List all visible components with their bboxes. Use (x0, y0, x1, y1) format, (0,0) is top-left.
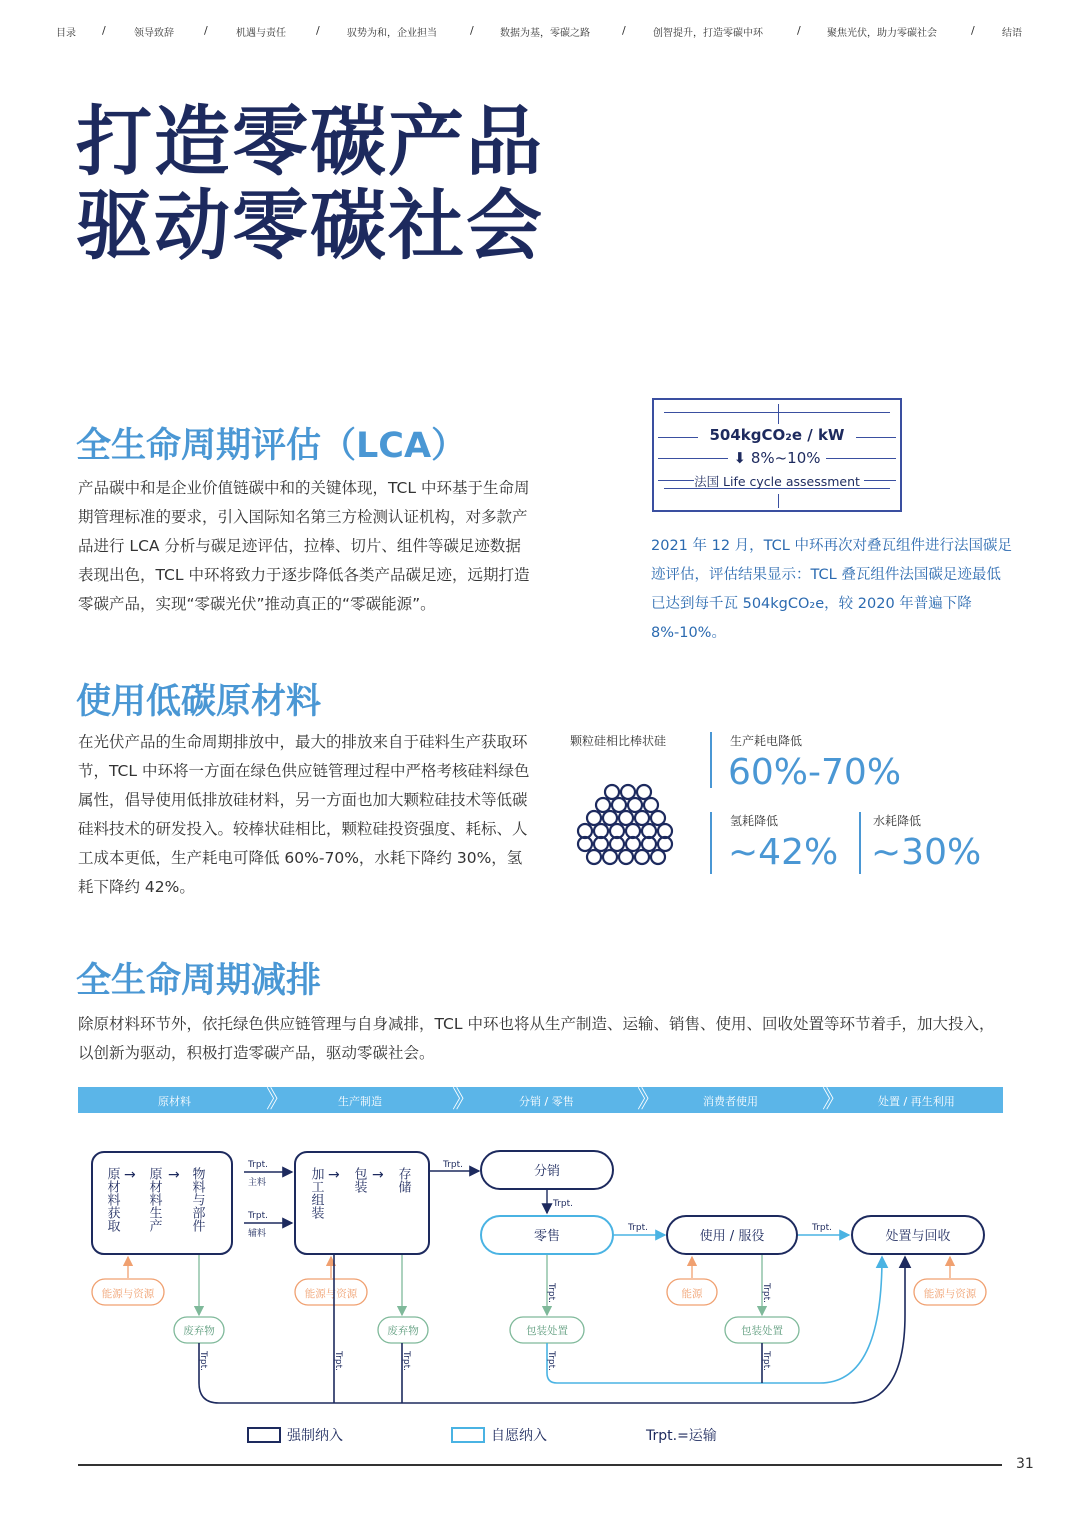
page-title-line2: 驱动零碳社会 (76, 181, 544, 270)
stage-consumer-use: 消费者使用 (703, 1095, 758, 1108)
lca-result-box (652, 398, 902, 512)
svg-text:Trpt.: Trpt. (546, 1283, 556, 1303)
trpt-label: Trpt. (628, 1223, 648, 1233)
aux-material-label: 辅料 (248, 1229, 267, 1239)
svg-text:能源与资源: 能源与资源 (304, 1288, 358, 1300)
svg-text:能源与资源: 能源与资源 (101, 1288, 155, 1300)
lifecycle-heading: 全生命周期减排 (76, 961, 322, 1001)
trpt-label: Trpt. (248, 1160, 268, 1170)
stat-label-hydrogen: 氢耗降低 (730, 814, 779, 828)
lca-reduction-value: 8%~10% (750, 449, 821, 467)
arrow-right-icon: → (124, 1167, 136, 1183)
stage-disposal: 处置 / 再生利用 (878, 1095, 955, 1108)
lca-heading: 全生命周期评估（LCA） (76, 426, 467, 466)
svg-text:能源: 能源 (681, 1288, 703, 1300)
raw-material-acquire: 原材料获取 (104, 1167, 120, 1232)
lca-body: 产品碳中和是企业价值链碳中和的关键体现，TCL 中环基于生命周期管理标准的要求，引入国际知名第三方检测认证机构，对多款产品进行 LCA 分析与碳足迹评估，拉棒、切片、组件等碳足迹数据表现出色，TCL 中环将致力于逐步降低各类产品碳足迹，远期打造零碳产品，实现“零碳光伏”推动真正的“零碳能源”。 (78, 479, 530, 613)
nav-item-data[interactable]: 数据为基，零碳之路 (500, 28, 590, 39)
trpt-label: Trpt. (812, 1223, 832, 1233)
nav-item-opportunity[interactable]: 机遇与责任 (236, 28, 286, 39)
stat-label-power: 生产耗电降低 (730, 734, 803, 748)
legend-mandatory-swatch (248, 1428, 280, 1442)
legend-voluntary: 自愿纳入 (491, 1428, 547, 1444)
nav-separator: / (797, 24, 801, 37)
stat-value-water: ~30% (871, 832, 982, 873)
trpt-label: Trpt. (553, 1199, 573, 1209)
nav-item-conclusion[interactable]: 结语 (1002, 28, 1022, 39)
chevron-right-icon: 》 (266, 1085, 284, 1113)
nav-separator: / (102, 24, 106, 37)
lca-reduction (654, 449, 900, 467)
compare-label: 颗粒硅相比棒状硅 (570, 734, 667, 748)
stage-bar (78, 1087, 1003, 1113)
raw-material-production: 原材料生产 (146, 1167, 162, 1232)
svg-text:Trpt.: Trpt. (333, 1351, 343, 1371)
legend-trpt: Trpt.=运输 (646, 1428, 717, 1444)
arrow-right-icon: → (372, 1167, 384, 1183)
use-label: 使用 / 服役 (699, 1229, 765, 1244)
nav-item-pv[interactable]: 聚焦光伏，助力零碳社会 (827, 28, 937, 39)
footer-rule (78, 1464, 1002, 1466)
svg-text:Trpt.: Trpt. (761, 1351, 771, 1371)
materials-body: 在光伏产品的生命周期排放中，最大的排放来自于硅料生产获取环节，TCL 中环将一方面在绿色供应链管理过程中严格考核硅料绿色属性，倡导使用低排放硅材料，另一方面也加大颗粒硅技术等低碳硅料技术的研发投入。较棒状硅相比，颗粒硅投资强度、耗标、人工成本更低，生产耗电可降低 60%-70%，水耗下降约 30%，氢耗下降约 42%。 (78, 733, 530, 896)
stat-divider (710, 812, 712, 874)
chevron-right-icon: 》 (637, 1085, 655, 1113)
stat-divider (710, 732, 712, 788)
svg-text:Trpt.: Trpt. (401, 1351, 411, 1371)
main-material-label: 主料 (248, 1178, 267, 1188)
silicon-granules-icon (562, 780, 686, 870)
materials-components: 物料与部件 (189, 1167, 205, 1232)
materials-heading: 使用低碳原材料 (76, 682, 322, 722)
lifecycle-process-diagram (0, 1115, 1080, 1460)
retail-label: 零售 (533, 1229, 561, 1244)
stage-distribution: 分销 / 零售 (519, 1095, 574, 1108)
nav-separator: / (971, 24, 975, 37)
lifecycle-body: 除原材料环节外，依托绿色供应链管理与自身减排，TCL 中环也将从生产制造、运输、销售、使用、回收处置等环节着手，加大投入，以创新为驱动，积极打造零碳产品，驱动零碳社会。 (78, 1015, 995, 1062)
packaging-step: 包装 (351, 1167, 367, 1193)
nav-item-innovation[interactable]: 创智提升，打造零碳中环 (653, 28, 763, 39)
svg-text:Trpt.: Trpt. (198, 1351, 208, 1371)
chevron-right-icon: 》 (822, 1085, 840, 1113)
stage-raw-material: 原材料 (158, 1095, 191, 1108)
lca-method: 法国 Life cycle assessment (694, 474, 860, 489)
svg-text:包装处置: 包装处置 (741, 1325, 783, 1337)
page-number: 31 (1016, 1456, 1034, 1472)
arrow-right-icon: → (328, 1167, 340, 1183)
lca-note: 2021 年 12 月，TCL 中环再次对叠瓦组件进行法国碳足迹评估，评估结果显示：TCL 叠瓦组件法国碳足迹最低已达到每千瓦 504kgCO₂e，较 2020 年普遍下降 8%-10%。 (651, 538, 1012, 641)
stage-manufacturing: 生产制造 (338, 1095, 382, 1108)
arrow-right-icon: → (168, 1167, 180, 1183)
stat-label-water: 水耗降低 (873, 814, 922, 828)
page-title (76, 97, 544, 270)
stat-value-hydrogen: ~42% (728, 832, 839, 873)
nav-item-leadership[interactable]: 领导致辞 (134, 28, 174, 39)
nav-separator: / (622, 24, 626, 37)
svg-text:废弃物: 废弃物 (387, 1325, 419, 1337)
svg-text:能源与资源: 能源与资源 (923, 1288, 977, 1300)
trpt-label: Trpt. (443, 1160, 463, 1170)
legend-voluntary-swatch (452, 1428, 484, 1442)
arrow-down-icon: ⬇ (733, 449, 747, 467)
page-title-line1: 打造零碳产品 (76, 97, 544, 186)
svg-text:包装处置: 包装处置 (526, 1325, 568, 1337)
svg-text:Trpt.: Trpt. (761, 1283, 771, 1303)
processing-assembly: 加工组装 (308, 1167, 324, 1219)
distribution-label: 分销 (533, 1164, 561, 1179)
top-nav (56, 24, 1026, 40)
chevron-right-icon: 》 (452, 1085, 470, 1113)
stat-value-power: 60%-70% (728, 752, 902, 793)
lca-footprint-value: 504kgCO₂e / kW (709, 426, 845, 444)
storage-step: 存储 (395, 1167, 411, 1193)
disposal-label: 处置与回收 (885, 1229, 951, 1244)
svg-text:废弃物: 废弃物 (183, 1325, 215, 1337)
trpt-label: Trpt. (248, 1211, 268, 1221)
nav-item-enterprise[interactable]: 驭势为和，企业担当 (347, 28, 437, 39)
legend-mandatory: 强制纳入 (287, 1428, 343, 1444)
nav-item-contents[interactable]: 目录 (56, 28, 76, 39)
nav-separator: / (316, 24, 320, 37)
stat-divider (859, 812, 861, 874)
svg-text:Trpt.: Trpt. (546, 1351, 556, 1371)
nav-separator: / (470, 24, 474, 37)
nav-separator: / (204, 24, 208, 37)
